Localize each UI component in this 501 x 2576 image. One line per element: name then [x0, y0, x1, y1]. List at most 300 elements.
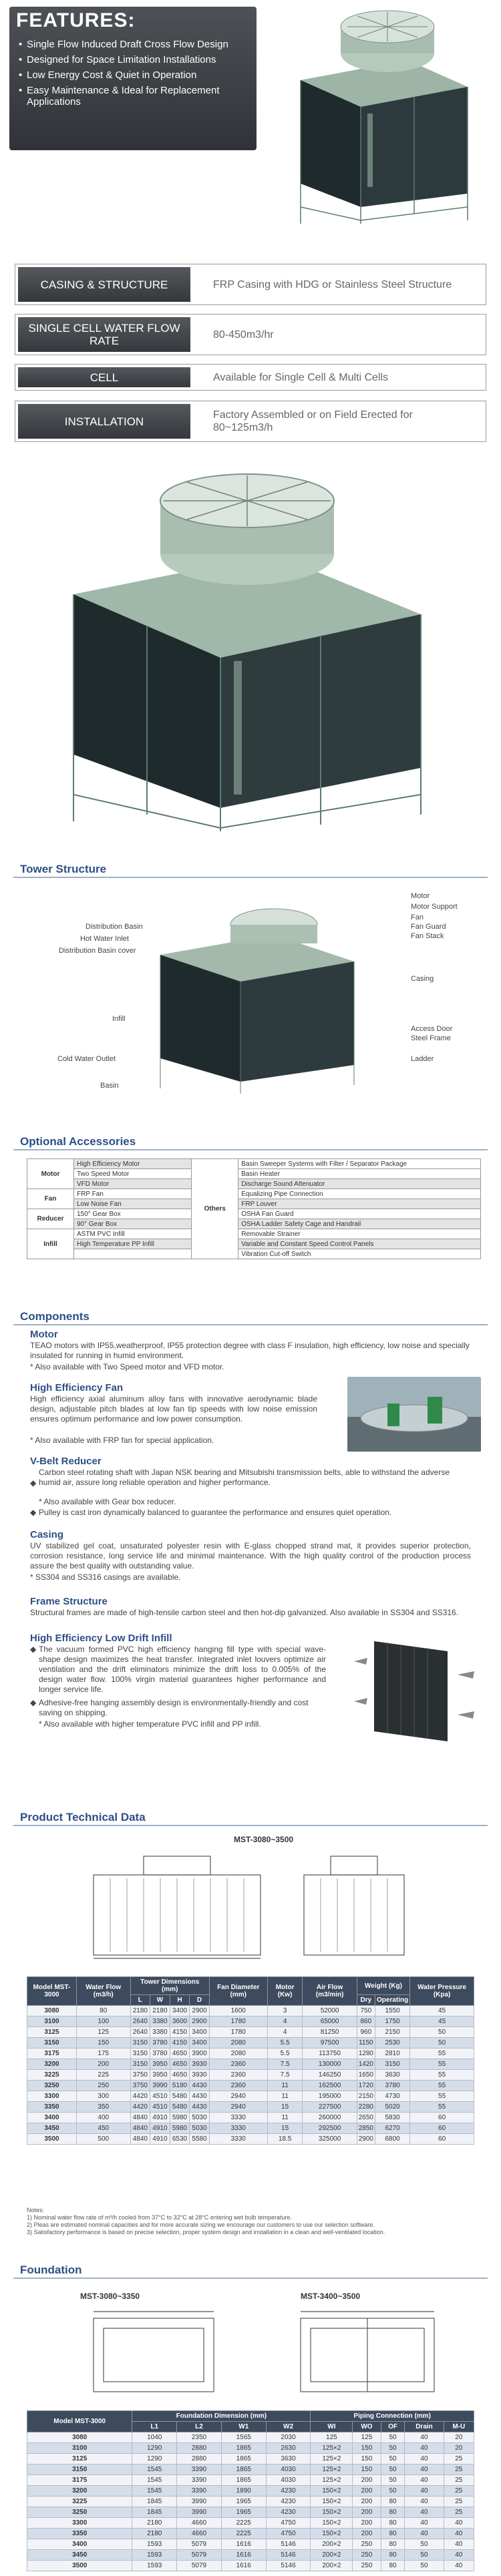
accessory-item: FRP Louver	[238, 1199, 481, 1209]
table-cell: 2530	[375, 2038, 409, 2049]
table-cell: 11	[267, 2081, 303, 2091]
col-header: W	[150, 1995, 170, 2006]
table-cell: 3950	[150, 2070, 170, 2081]
table-cell: 5830	[375, 2113, 409, 2123]
table-cell: 3300	[27, 2518, 132, 2529]
table-cell: 3390	[177, 2486, 222, 2497]
table-cell: 50	[410, 2038, 474, 2049]
table-cell: 5480	[170, 2091, 190, 2102]
table-cell: 1593	[132, 2539, 177, 2550]
foundation-drawing	[40, 2305, 461, 2398]
table-cell: 125×2	[311, 2443, 353, 2454]
table-cell: 2360	[209, 2070, 267, 2081]
features-list	[19, 39, 253, 112]
table-cell: 2280	[357, 2102, 375, 2113]
table-cell: 1780	[209, 2027, 267, 2038]
table-cell: 4510	[150, 2091, 170, 2102]
table-cell: 40	[405, 2497, 444, 2507]
table-cell: 1565	[221, 2432, 266, 2443]
features-title: FEATURES:	[16, 9, 136, 31]
group-infill: Infill	[27, 1229, 74, 1259]
table-cell: 200	[353, 2507, 381, 2518]
motor-note: * Also available with Two Speed motor and VFD motor.	[30, 1362, 224, 1371]
table-cell: 1890	[221, 2486, 266, 2497]
table-cell: 3990	[150, 2081, 170, 2091]
table-cell: 125	[76, 2027, 130, 2038]
table-cell: 500	[76, 2134, 130, 2145]
accessory-item: High Efficiency Motor	[74, 1159, 192, 1169]
col-header: W2	[266, 2422, 311, 2432]
group-others: Others	[192, 1159, 238, 1259]
table-cell: 3630	[266, 2454, 311, 2464]
col-header: WO	[353, 2422, 381, 2432]
table-cell: 292500	[303, 2123, 357, 2134]
table-cell: 40	[405, 2529, 444, 2539]
table-row	[27, 2016, 474, 2027]
table-cell: 3100	[27, 2443, 132, 2454]
table-cell: 40	[405, 2432, 444, 2443]
table-row	[27, 2561, 474, 2571]
table-row	[27, 2070, 474, 2081]
table-cell: 150×2	[311, 2529, 353, 2539]
col-header: OF	[381, 2422, 405, 2432]
note-line: 3) Satisfactory performance is based on precise selection, proper system design and installation in a clean and well-ventilated location.	[27, 2229, 385, 2235]
table-cell: 3780	[150, 2049, 170, 2059]
table-cell: 50	[381, 2443, 405, 2454]
section-divider	[13, 2278, 488, 2279]
table-cell: 2150	[375, 2027, 409, 2038]
table-cell: 40	[405, 2454, 444, 2464]
accessory-item: Basin Sweeper Systems with Filter / Separator Package	[238, 1159, 481, 1169]
table-cell: 4840	[130, 2123, 150, 2134]
table-cell: 1420	[357, 2059, 375, 2070]
table-cell: 1616	[221, 2539, 266, 2550]
table-row	[27, 2529, 474, 2539]
table-cell: 2900	[190, 2016, 210, 2027]
accessory-item: Equalizing Pipe Connection	[238, 1189, 481, 1199]
table-cell: 125	[311, 2432, 353, 2443]
table-cell: 25	[444, 2454, 474, 2464]
accessory-item: Removable Strainer	[238, 1229, 481, 1239]
table-cell: 45	[410, 2016, 474, 2027]
table-cell: 2900	[357, 2134, 375, 2145]
table-cell: 5146	[266, 2561, 311, 2571]
table-cell: 4510	[150, 2102, 170, 2113]
table-cell: 1865	[221, 2454, 266, 2464]
table-row	[27, 2038, 474, 2049]
table-cell: 11	[267, 2113, 303, 2123]
table-cell: 40	[444, 2529, 474, 2539]
section-divider	[13, 1825, 488, 1826]
table-cell: 2640	[130, 2016, 150, 2027]
label-basin: Basin	[100, 1082, 119, 1090]
table-cell: 80	[381, 2518, 405, 2529]
label-fan-guard: Fan Guard	[411, 923, 446, 931]
table-cell: 1040	[132, 2432, 177, 2443]
table-cell: 2225	[221, 2529, 266, 2539]
table-cell: 3380	[150, 2016, 170, 2027]
table-cell: 3950	[150, 2059, 170, 2070]
table-cell: 3080	[27, 2432, 132, 2443]
features-banner	[0, 0, 501, 234]
spec-value: 80-450m3/hr	[213, 329, 274, 341]
frame-title: Frame Structure	[30, 1596, 108, 1607]
table-cell: 50	[381, 2454, 405, 2464]
casing-text: UV stabilized gel coat, unsaturated polyester resin with E-glass chopped strand mat, it provides superior protection, corrosion resistance, long service life and minimal maintenance. With the high quality control of the production process assure the best quality with outstanding value.	[30, 1541, 471, 1570]
table-cell: 50	[381, 2464, 405, 2475]
feature-item: • Single Flow Induced Draft Cross Flow Design	[19, 39, 253, 50]
table-cell: 45	[410, 2006, 474, 2016]
table-cell: 1865	[221, 2464, 266, 2475]
spec-value: FRP Casing with HDG or Stainless Steel Structure	[213, 278, 452, 290]
table-cell: 5.5	[267, 2049, 303, 2059]
table-cell: 3500	[27, 2134, 77, 2145]
foundation-caption-left: MST-3080~3350	[80, 2292, 140, 2301]
table-cell: 5180	[170, 2081, 190, 2091]
accessory-item: 150° Gear Box	[74, 1209, 192, 1219]
group-fan: Fan	[27, 1189, 74, 1209]
table-cell: 50	[381, 2486, 405, 2497]
table-cell: 50	[381, 2475, 405, 2486]
table-cell: 20	[444, 2432, 474, 2443]
table-cell: 15	[267, 2123, 303, 2134]
feature-item: • Designed for Space Limitation Installations	[19, 54, 253, 65]
table-cell: 4	[267, 2027, 303, 2038]
table-cell: 20	[444, 2443, 474, 2454]
group-reducer: Reducer	[27, 1209, 74, 1229]
table-cell: 2640	[130, 2027, 150, 2038]
table-row	[27, 2475, 474, 2486]
table-cell: 1545	[132, 2486, 177, 2497]
accessory-item: Vibration Cut-off Switch	[238, 1249, 481, 1259]
table-cell: 50	[405, 2550, 444, 2561]
features-panel	[9, 7, 257, 150]
table-cell: 60	[410, 2123, 474, 2134]
table-cell: 200×2	[311, 2539, 353, 2550]
fan-title: High Efficiency Fan	[30, 1382, 124, 1393]
table-cell: 225	[76, 2070, 130, 2081]
table-cell: 200	[353, 2486, 381, 2497]
table-cell: 40	[405, 2507, 444, 2518]
col-group-header: Foundation Dimension (mm)	[132, 2411, 311, 2422]
label-steel-frame: Steel Frame	[411, 1034, 451, 1042]
table-cell: 3150	[27, 2038, 77, 2049]
table-cell: 1550	[375, 2006, 409, 2016]
table-cell: 25	[444, 2497, 474, 2507]
table-cell: 55	[410, 2091, 474, 2102]
table-cell: 2080	[209, 2049, 267, 2059]
table-cell: 3930	[190, 2070, 210, 2081]
table-row	[27, 2539, 474, 2550]
table-cell: 2150	[357, 2091, 375, 2102]
table-row	[27, 2518, 474, 2529]
table-cell: 4150	[170, 2027, 190, 2038]
spec-value: Available for Single Cell & Multi Cells	[213, 371, 389, 383]
table-cell: 11	[267, 2091, 303, 2102]
table-cell: 200×2	[311, 2561, 353, 2571]
table-cell: 3450	[27, 2123, 77, 2134]
table-cell: 2030	[266, 2432, 311, 2443]
table-cell: 2360	[209, 2059, 267, 2070]
table-row	[27, 2059, 474, 2070]
table-row	[27, 2134, 474, 2145]
table-cell: 150×2	[311, 2497, 353, 2507]
table-cell: 125×2	[311, 2464, 353, 2475]
technical-data-table	[27, 1976, 474, 2145]
label-hot-water-inlet: Hot Water Inlet	[80, 935, 129, 943]
table-cell: 6270	[375, 2123, 409, 2134]
table-cell: 3175	[27, 2475, 132, 2486]
table-cell: 4420	[130, 2102, 150, 2113]
table-cell: 1280	[357, 2049, 375, 2059]
table-cell: 81250	[303, 2027, 357, 2038]
table-row	[27, 2102, 474, 2113]
belt-reducer-title: V-Belt Reducer	[30, 1456, 102, 1467]
table-cell: 5980	[170, 2113, 190, 2123]
table-cell: 200	[76, 2059, 130, 2070]
table-cell: 55	[410, 2049, 474, 2059]
table-cell: 1593	[132, 2550, 177, 2561]
table-cell: 400	[76, 2113, 130, 2123]
table-cell: 250	[353, 2539, 381, 2550]
bullet-icon: ◆	[30, 1698, 37, 1707]
table-cell: 2880	[177, 2443, 222, 2454]
table-cell: 1593	[132, 2561, 177, 2571]
table-cell: 3380	[150, 2027, 170, 2038]
table-cell: 3150	[130, 2049, 150, 2059]
drawing-caption: MST-3080~3500	[234, 1835, 294, 1844]
table-cell: 4660	[177, 2529, 222, 2539]
table-cell: 4910	[150, 2113, 170, 2123]
table-cell: 162500	[303, 2081, 357, 2091]
infill-note: * Also available with higher temperature PVC infill and PP infill.	[39, 1719, 261, 1729]
table-cell: 1845	[132, 2497, 177, 2507]
col-header: Water Pressure (Kpa)	[410, 1977, 474, 2006]
table-cell: 2225	[221, 2518, 266, 2529]
col-header: Operating	[375, 1995, 409, 2006]
table-cell: 4650	[170, 2059, 190, 2070]
table-cell: 1845	[132, 2507, 177, 2518]
table-cell: 4910	[150, 2134, 170, 2145]
table-cell: 3200	[27, 2059, 77, 2070]
table-cell: 1545	[132, 2475, 177, 2486]
table-cell: 5980	[170, 2123, 190, 2134]
table-cell: 5146	[266, 2550, 311, 2561]
accessory-item: High Temperature PP Infill	[74, 1239, 192, 1249]
table-cell: 2180	[150, 2006, 170, 2016]
table-cell: 350	[76, 2102, 130, 2113]
col-header: Water Flow (m3/h)	[76, 1977, 130, 2006]
accessory-item: Discharge Sound Attenuator	[238, 1179, 481, 1189]
table-cell: 2940	[209, 2091, 267, 2102]
table-cell: 3100	[27, 2016, 77, 2027]
col-header: Fan Diameter (mm)	[209, 1977, 267, 2006]
col-header: H	[170, 1995, 190, 2006]
table-cell: 1965	[221, 2507, 266, 2518]
table-cell: 25	[444, 2486, 474, 2497]
table-cell: 227500	[303, 2102, 357, 2113]
table-row	[27, 2027, 474, 2038]
cooling-tower-image	[281, 7, 481, 227]
table-cell: 2630	[266, 2443, 311, 2454]
table-cell: 3350	[27, 2102, 77, 2113]
table-cell: 150	[353, 2464, 381, 2475]
table-cell: 3250	[27, 2507, 132, 2518]
table-cell: 3330	[209, 2134, 267, 2145]
table-cell: 80	[381, 2550, 405, 2561]
table-cell: 3400	[190, 2027, 210, 2038]
accessory-item: Variable and Constant Speed Control Panels	[238, 1239, 481, 1249]
table-cell: 80	[76, 2006, 130, 2016]
table-cell: 5480	[170, 2102, 190, 2113]
table-cell: 4430	[190, 2102, 210, 2113]
bullet-icon: ◆	[30, 1645, 37, 1654]
table-cell: 113750	[303, 2049, 357, 2059]
table-cell: 195000	[303, 2091, 357, 2102]
table-cell: 4030	[266, 2464, 311, 2475]
table-cell: 3080	[27, 2006, 77, 2016]
table-cell: 4150	[170, 2038, 190, 2049]
table-cell: 1720	[357, 2081, 375, 2091]
table-cell: 4430	[190, 2091, 210, 2102]
table-cell: 175	[76, 2049, 130, 2059]
table-row	[27, 2432, 474, 2443]
table-cell: 50	[405, 2539, 444, 2550]
table-cell: 3125	[27, 2454, 132, 2464]
accessory-item: FRP Fan	[74, 1189, 192, 1199]
table-cell: 4650	[170, 2070, 190, 2081]
spec-row-installation	[15, 401, 486, 442]
table-row	[27, 2464, 474, 2475]
table-row	[27, 2454, 474, 2464]
table-cell: 5079	[177, 2539, 222, 2550]
table-cell: 25	[444, 2464, 474, 2475]
table-cell: 3390	[177, 2475, 222, 2486]
col-header: Dry	[357, 1995, 375, 2006]
table-cell: 3930	[190, 2059, 210, 2070]
table-cell: 150	[76, 2038, 130, 2049]
table-cell: 150	[353, 2454, 381, 2464]
table-cell: 1290	[132, 2454, 177, 2464]
table-cell: 7.5	[267, 2070, 303, 2081]
table-cell: 960	[357, 2027, 375, 2038]
components-heading: Components	[20, 1310, 90, 1323]
bullet-icon: ◆	[30, 1478, 37, 1488]
table-cell: 200	[353, 2529, 381, 2539]
table-row	[27, 2091, 474, 2102]
spec-value: Factory Assembled or on Field Erected for 80~125m3/h	[213, 409, 413, 433]
table-cell: 80	[381, 2529, 405, 2539]
foundation-table	[27, 2410, 474, 2571]
table-cell: 3330	[209, 2113, 267, 2123]
table-row	[27, 2486, 474, 2497]
table-cell: 325000	[303, 2134, 357, 2145]
table-cell: 1965	[221, 2497, 266, 2507]
table-cell: 2650	[357, 2113, 375, 2123]
accessories-heading: Optional Accessories	[20, 1135, 136, 1148]
table-cell: 4420	[130, 2091, 150, 2102]
table-cell: 250	[353, 2561, 381, 2571]
table-cell: 25	[444, 2475, 474, 2486]
spec-row-flow	[15, 314, 486, 355]
fan-text: High efficiency axial aluminum alloy fans with innovative aerodynamic blade design, adjustable pitch blades at low fan tip speeds with low noise emission ensures optimum performance and low power consumption.	[30, 1394, 317, 1424]
table-cell: 150×2	[311, 2507, 353, 2518]
table-cell: 150	[353, 2443, 381, 2454]
table-row	[27, 2123, 474, 2134]
col-header: Model MST-3000	[27, 1977, 77, 2006]
table-cell: 60	[410, 2113, 474, 2123]
table-cell: 5030	[190, 2113, 210, 2123]
table-cell: 4230	[266, 2486, 311, 2497]
table-cell: 200	[353, 2518, 381, 2529]
table-cell: 40	[444, 2550, 474, 2561]
table-cell: 3750	[130, 2081, 150, 2091]
table-cell: 40	[444, 2561, 474, 2571]
table-cell: 5580	[190, 2134, 210, 2145]
spec-label: CELL	[18, 367, 190, 387]
col-header: Motor (Kw)	[267, 1977, 303, 2006]
table-cell: 3225	[27, 2070, 77, 2081]
label-distribution-basin: Distribution Basin	[86, 923, 143, 931]
group-motor: Motor	[27, 1159, 74, 1189]
accessory-item: ASTM PVC Infill	[74, 1229, 192, 1239]
table-cell: 55	[410, 2102, 474, 2113]
table-row	[27, 2081, 474, 2091]
table-cell: 3990	[177, 2497, 222, 2507]
table-cell: 125	[353, 2432, 381, 2443]
table-cell: 3400	[190, 2038, 210, 2049]
table-cell: 5146	[266, 2539, 311, 2550]
table-cell: 55	[410, 2070, 474, 2081]
table-cell: 2880	[177, 2454, 222, 2464]
table-cell: 260000	[303, 2113, 357, 2123]
table-cell: 3330	[209, 2123, 267, 2134]
col-header: M-U	[444, 2422, 474, 2432]
infill-item: The vacuum formed PVC high efficiency hanging fill type with special wave-shape design maximizes the heat transfer. Integrated inlet louvers optimize air ventilation and the drift eliminators minimize the drift loss to 0.005% of the design water flow. 100% virgin material guarantees higher performance and longer service life.	[39, 1645, 326, 1694]
table-cell: 6530	[170, 2134, 190, 2145]
table-cell: 40	[444, 2518, 474, 2529]
table-cell: 4750	[266, 2518, 311, 2529]
table-cell: 80	[381, 2497, 405, 2507]
table-cell: 5079	[177, 2550, 222, 2561]
table-cell: 200	[353, 2475, 381, 2486]
table-cell: 3400	[170, 2006, 190, 2016]
bullet-icon: ◆	[30, 1508, 37, 1517]
table-cell: 3400	[27, 2539, 132, 2550]
section-divider	[13, 877, 488, 878]
table-cell: 4840	[130, 2113, 150, 2123]
accessories-table	[27, 1158, 481, 1259]
accessory-item: Two Speed Motor	[74, 1169, 192, 1179]
spec-row-casing	[15, 264, 486, 305]
accessory-item: Low Noise Fan	[74, 1199, 192, 1209]
table-row	[27, 2507, 474, 2518]
accessory-item: Basin Heater	[238, 1169, 481, 1179]
spec-label: CASING & STRUCTURE	[18, 267, 190, 302]
motor-title: Motor	[30, 1329, 58, 1340]
casing-title: Casing	[30, 1529, 64, 1540]
table-cell: 3450	[27, 2550, 132, 2561]
table-cell: 5079	[177, 2561, 222, 2571]
table-cell: 1865	[221, 2475, 266, 2486]
table-cell: 4030	[266, 2475, 311, 2486]
label-fan-stack: Fan Stack	[411, 932, 444, 940]
table-cell: 52000	[303, 2006, 357, 2016]
table-row	[27, 2049, 474, 2059]
table-cell: 4750	[266, 2529, 311, 2539]
col-group-header: Weight (Kg)	[357, 1977, 409, 1995]
table-cell: 3390	[177, 2464, 222, 2475]
